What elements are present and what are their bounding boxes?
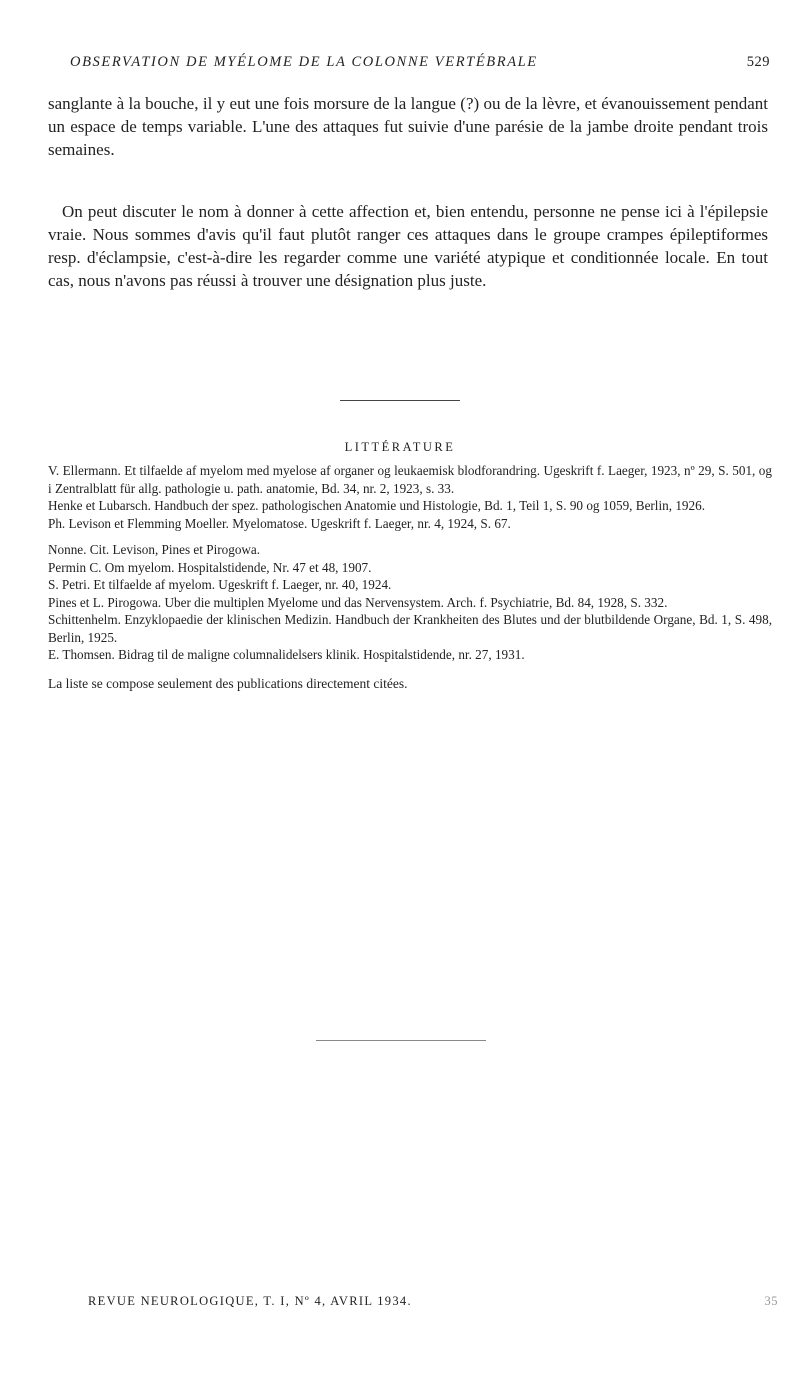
body-paragraph-2: On peut discuter le nom à donner à cette affection et, bien entendu, personne ne pense ici à l'épilepsie vraie. Nous sommes d'avis qu'il faut plutôt ranger ces attaques dans le groupe crampes épileptiformes resp. d'éclampsie, c'est-à-dire les regarder comme une variété atypique et conditionnée locale. En tout cas, nous n'avons pas réussi à trouver une désignation plus juste. [48,202,768,290]
section-divider [340,400,460,401]
reference-item: S. Petri. Et tilfaelde af myelom. Ugeskrift f. Laeger, nr. 40, 1924. [48,577,392,592]
page-divider [316,1040,486,1041]
reference-item: V. Ellermann. Et tilfaelde af myelom med myelose af organer og leukaemisk blodforandring. Ugeskrift f. Laeger, 1923, nº 29, S. 501, og i Zentralblatt für allg. pathologie u. path. anatomie, Bd. 34, nr. 2, 1923, s. 33. [48,463,772,496]
reference-list [48,462,772,664]
reference-item: E. Thomsen. Bidrag til de maligne columnalidelsers klinik. Hospitalstidende, nr. 27, 1931. [48,647,525,662]
signature-number: 35 [764,1294,778,1308]
body-paragraph-1: sanglante à la bouche, il y eut une fois morsure de la langue (?) ou de la lèvre, et évanouissement pendant un espace de temps variable. L'une des attaques fut suivie d'une parésie de la jambe droite pendant trois semaines. [48,94,768,159]
reference-item: Pines et L. Pirogowa. Uber die multiplen Myelome und das Nervensystem. Arch. f. Psychiatrie, Bd. 84, 1928, S. 332. [48,594,668,610]
reference-item: Henke et Lubarsch. Handbuch der spez. pathologischen Anatomie und Histologie, Bd. 1, Teil 1, S. 90 og 1059, Berlin, 1926. [48,498,705,513]
reference-item: Schittenhelm. Enzyklopaedie der klinischen Medizin. Handbuch der Krankheiten des Blutes und der blutbildende Organe, Bd. 1, S. 498, Berlin, 1925. [48,612,772,645]
running-header [70,54,770,71]
reference-item: Permin C. Om myelom. Hospitalstidende, Nr. 47 et 48, 1907. [48,559,372,575]
page-footer [88,1294,778,1309]
reference-item: Ph. Levison et Flemming Moeller. Myelomatose. Ugeskrift f. Laeger, nr. 4, 1924, S. 67. [48,515,511,531]
running-title: OBSERVATION DE MYÉLOME DE LA COLONNE VERTÉBRALE [70,54,538,70]
literature-note: La liste se compose seulement des publications directement citées. [48,676,408,691]
reference-item: Nonne. Cit. Levison, Pines et Pirogowa. [48,542,261,557]
journal-citation: REVUE NEUROLOGIQUE, T. I, Nº 4, AVRIL 1934. [88,1294,412,1308]
literature-heading: LITTÉRATURE [344,440,456,454]
page-number: 529 [746,54,770,70]
